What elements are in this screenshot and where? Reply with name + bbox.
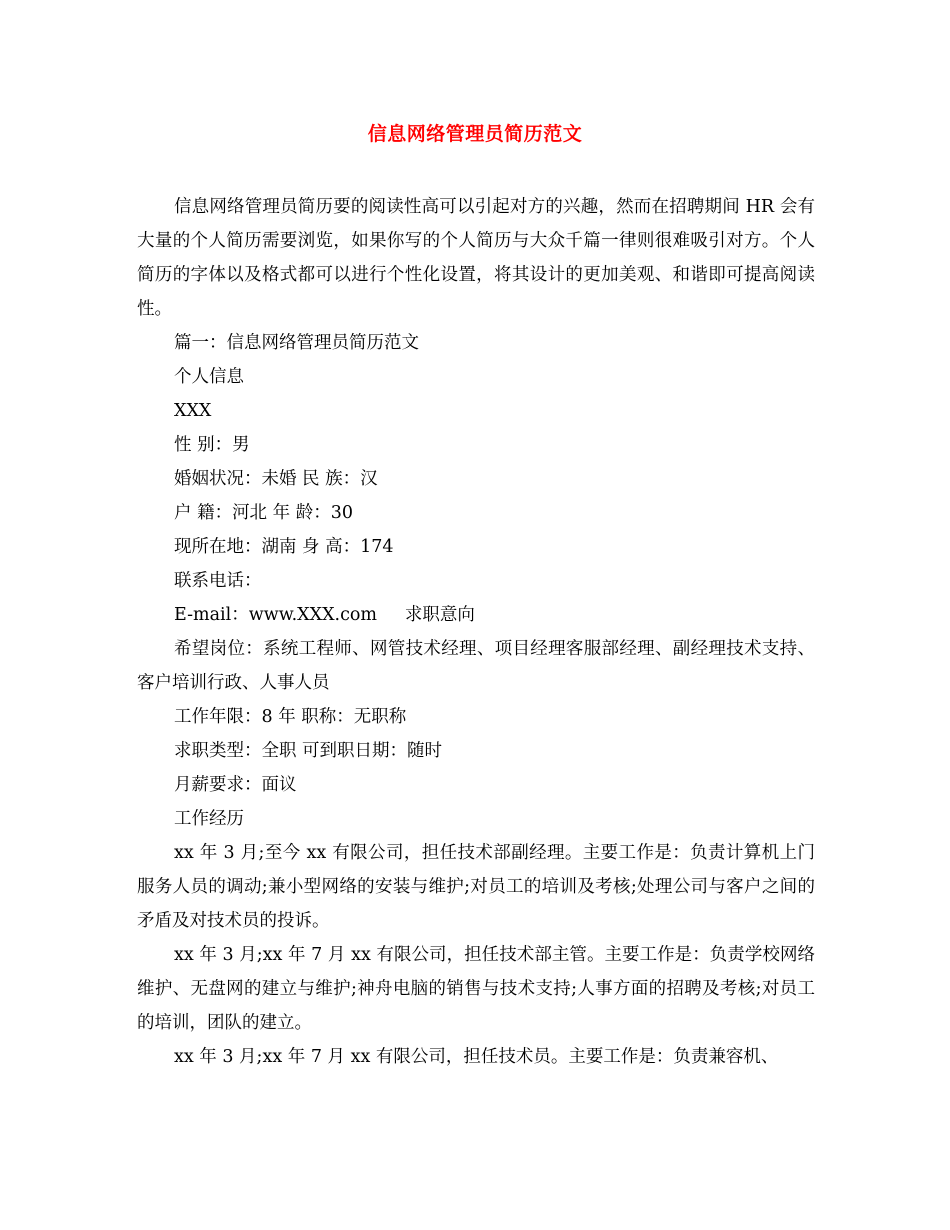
intro-paragraph: 信息网络管理员简历要的阅读性高可以引起对方的兴趣，然而在招聘期间 HR 会有大量的个人简历需要浏览，如果你写的个人简历与大众千篇一律则很难吸引对方。个人简历的字体以及格式都可以进行个性化设置，将其设计的更加美观、和谐即可提高阅读性。: [137, 197, 815, 319]
personal-info-heading: 个人信息: [174, 367, 244, 387]
experience-paragraph-1: xx 年 3 月;至今 xx 有限公司，担任技术部副经理。主要工作是：负责计算机上门服务人员的调动;兼小型网络的安装与维护;对员工的培训及考核;处理公司与客户之间的矛盾及对技术员的投诉。: [137, 843, 815, 931]
experience-paragraph-2: xx 年 3 月;xx 年 7 月 xx 有限公司，担任技术部主管。主要工作是：负责学校网络维护、无盘网的建立与维护;神舟电脑的销售与技术支持;人事方面的招聘及考核;对员工的培训，团队的建立。: [137, 945, 815, 1033]
experience-paragraph-3: xx 年 3 月;xx 年 7 月 xx 有限公司，担任技术员。主要工作是：负责兼容机、: [174, 1047, 779, 1067]
years-title-line: 工作年限：8 年 职称：无职称: [174, 707, 407, 727]
section-heading: 篇一：信息网络管理员简历范文: [174, 333, 419, 353]
hukou-age-line: 户 籍：河北 年 龄：30: [174, 503, 353, 523]
salary-line: 月薪要求：面议: [174, 775, 297, 795]
desired-position-paragraph: 希望岗位：系统工程师、网管技术经理、项目经理客服部经理、副经理技术支持、客户培训行政、人事人员: [137, 639, 815, 693]
experience-heading: 工作经历: [174, 809, 244, 829]
document-title: 信息网络管理员简历范文: [367, 123, 583, 145]
location-height-line: 现所在地：湖南 身 高：174: [174, 537, 394, 557]
document-body: [137, 190, 815, 1074]
gender-line: 性 别：男: [174, 435, 250, 455]
phone-line: 联系电话：: [174, 571, 262, 591]
marital-ethnic-line: 婚姻状况：未婚 民 族：汉: [174, 469, 378, 489]
email-intent-line: E-mail：www.XXX.com 求职意向: [174, 605, 475, 625]
name-line: XXX: [174, 401, 212, 421]
job-type-line: 求职类型：全职 可到职日期：随时: [174, 741, 443, 761]
